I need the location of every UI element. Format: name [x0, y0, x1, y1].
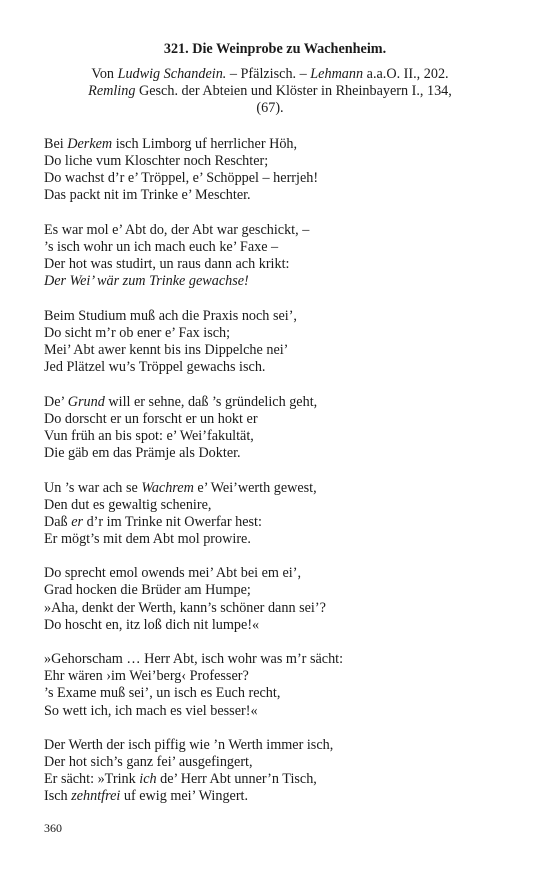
text-segment: Mei’ Abt awer kennt bis ins Dippelche nei’: [44, 341, 289, 358]
text-segment: Die gäb em das Prämje als Dokter.: [44, 444, 241, 461]
verse-line: [44, 428, 514, 445]
text-segment: So wett ich, ich mach es viel besser!«: [44, 702, 258, 719]
italic-text: Wachrem: [141, 479, 194, 496]
verse-line: [44, 170, 514, 187]
verse-line: [44, 273, 514, 290]
verse-line: [44, 256, 514, 273]
text-segment: Der hot was studirt, un raus dann ach krikt:: [44, 256, 290, 273]
verse-line: [44, 308, 514, 325]
poem-body: [44, 136, 514, 823]
text-segment: Der hot sich’s ganz fei’ ausgefingert,: [44, 754, 253, 771]
italic-text: Grund: [67, 393, 105, 410]
verse-line: [44, 685, 514, 702]
page-number: 360: [44, 821, 62, 835]
stanza: [44, 737, 514, 805]
verse-line: [44, 514, 514, 531]
text-segment: Un ’s war ach se: [44, 479, 142, 496]
text-segment: de’ Herr Abt unner’n Tisch,: [156, 771, 317, 788]
verse-line: [44, 222, 514, 239]
text-segment: isch Limborg uf herrlicher Höh,: [112, 136, 298, 152]
italic-text: Ludwig Schandein.: [117, 66, 227, 82]
text-segment: De’: [44, 393, 68, 410]
verse-line: [44, 531, 514, 548]
stanza: [44, 480, 514, 548]
verse-line: [44, 582, 514, 599]
text-segment: »Aha, denkt der Werth, kann’s schöner dann sei’?: [44, 599, 326, 616]
verse-line: [44, 788, 514, 805]
verse-line: [44, 703, 514, 720]
verse-line: [44, 651, 514, 668]
stanza: [44, 394, 514, 462]
italic-text: Lehmann: [310, 66, 364, 82]
stanza: [44, 222, 514, 290]
text-segment: Ehr wären ›im Wei’berg‹ Professer?: [44, 668, 249, 685]
verse-line: [44, 497, 514, 514]
italic-text: Der Wei’ wär zum Trinke gewachse!: [44, 273, 249, 290]
stanza: [44, 136, 514, 204]
text-segment: Do sicht m’r ob ener e’ Fax isch;: [44, 324, 231, 341]
text-segment: uf ewig mei’ Wingert.: [120, 788, 249, 805]
text-segment: Daß: [44, 513, 72, 530]
verse-line: [44, 342, 514, 359]
text-segment: Do wachst d’r e’ Tröppel, e’ Schöppel – herrjeh!: [44, 170, 319, 187]
text-segment: Do dorscht er un forscht er un hokt er: [44, 410, 258, 427]
source-line: [40, 100, 500, 117]
stanza: [44, 651, 514, 719]
text-segment: ’s isch wohr un ich mach euch ke’ Faxe –: [44, 238, 279, 255]
stanza: [44, 308, 514, 376]
verse-line: [44, 394, 514, 411]
text-segment: Vun früh an bis spot: e’ Wei’fakultät,: [44, 427, 254, 444]
text-segment: e’ Wei’werth gewest,: [193, 479, 317, 496]
text-segment: Do hoscht en, itz loß dich nit lumpe!«: [44, 616, 260, 633]
text-segment: Er sächt: »Trink: [44, 771, 140, 788]
text-segment: will er sehne, daß ’s gründelich geht,: [104, 393, 318, 410]
text-segment: Er mögt’s mit dem Abt mol prowire.: [44, 530, 251, 547]
source-line: [40, 83, 500, 100]
text-segment: ’s Exame muß sei’, un isch es Euch recht,: [44, 685, 281, 702]
verse-line: [44, 411, 514, 428]
verse-line: [44, 600, 514, 617]
verse-line: [44, 480, 514, 497]
text-segment: (67).: [256, 100, 284, 116]
text-segment: a.a.O. II., 202.: [363, 66, 449, 82]
text-segment: Den dut es gewaltig schenire,: [44, 496, 212, 513]
italic-text: zehntfrei: [71, 788, 121, 805]
verse-line: [44, 325, 514, 342]
text-segment: »Gehorscham … Herr Abt, isch wohr was m’r sächt:: [44, 651, 344, 668]
text-segment: Gesch. der Abteien und Klöster in Rheinbayern I., 134,: [135, 83, 452, 99]
italic-text: er: [71, 513, 84, 530]
text-segment: – Pfälzisch. –: [226, 66, 311, 82]
text-segment: Jed Plätzel wu’s Tröppel gewachs isch.: [44, 359, 266, 376]
text-segment: Bei: [44, 136, 68, 152]
verse-line: [44, 239, 514, 256]
verse-line: [44, 187, 514, 204]
source-line: [40, 66, 500, 83]
text-segment: Es war mol e’ Abt do, der Abt war geschickt, –: [44, 221, 310, 238]
verse-line: [44, 445, 514, 462]
verse-line: [44, 617, 514, 634]
verse-line: [44, 153, 514, 170]
italic-text: Remling: [88, 83, 136, 99]
verse-line: [44, 136, 514, 153]
text-segment: Isch: [44, 788, 72, 805]
text-segment: Beim Studium muß ach die Praxis noch sei’,: [44, 307, 297, 324]
text-segment: Grad hocken die Brüder am Humpe;: [44, 582, 251, 599]
text-segment: Das packt nit im Trinke e’ Meschter.: [44, 187, 251, 204]
text-segment: Der Werth der isch piffig wie ’n Werth immer isch,: [44, 737, 334, 754]
source-citation: [40, 66, 500, 117]
poem-title: 321. Die Weinprobe zu Wachenheim.: [163, 41, 387, 57]
stanza: [44, 565, 514, 633]
verse-line: [44, 668, 514, 685]
verse-line: [44, 359, 514, 376]
italic-text: Derkem: [67, 136, 113, 152]
italic-text: ich: [139, 771, 157, 788]
verse-line: [44, 754, 514, 771]
text-segment: Von: [91, 66, 118, 82]
verse-line: [44, 737, 514, 754]
verse-line: [44, 771, 514, 788]
text-segment: d’r im Trinke nit Owerfar hest:: [83, 513, 262, 530]
text-segment: Do sprecht emol owends mei’ Abt bei em ei’,: [44, 565, 302, 582]
verse-line: [44, 565, 514, 582]
text-segment: Do liche vum Kloschter noch Reschter;: [44, 153, 269, 170]
